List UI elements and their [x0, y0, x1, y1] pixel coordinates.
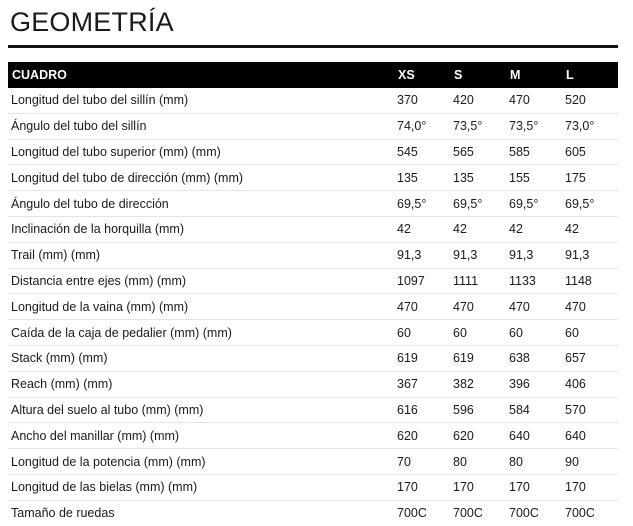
row-label: Ancho del manillar (mm) (mm) [8, 423, 394, 449]
table-body [8, 88, 618, 526]
row-value: 565 [450, 139, 506, 165]
row-value: 70 [394, 449, 450, 475]
row-label: Distancia entre ejes (mm) (mm) [8, 268, 394, 294]
row-label: Ángulo del tubo de dirección [8, 191, 394, 217]
table-header-row [8, 62, 618, 88]
row-value: 619 [450, 345, 506, 371]
row-label: Stack (mm) (mm) [8, 345, 394, 371]
row-value: 60 [506, 320, 562, 346]
row-value: 42 [506, 216, 562, 242]
table-row [8, 216, 618, 242]
row-value: 1133 [506, 268, 562, 294]
row-value: 700C [397, 506, 427, 521]
row-value: 60 [562, 320, 618, 346]
row-value: 470 [394, 294, 450, 320]
row-value: 420 [450, 88, 506, 113]
row-value: 91,3 [562, 242, 618, 268]
page-title: GEOMETRÍA [10, 7, 174, 37]
row-value: 1097 [394, 268, 450, 294]
row-value: 370 [394, 88, 450, 113]
row-value: 620 [394, 423, 450, 449]
row-label: Longitud de la vaina (mm) (mm) [8, 294, 394, 320]
row-value: 170 [450, 474, 506, 500]
table-row [8, 371, 618, 397]
row-value: 1111 [450, 268, 506, 294]
row-value: 638 [506, 345, 562, 371]
row-value: 90 [562, 449, 618, 475]
table-row [8, 345, 618, 371]
table-row [8, 320, 618, 346]
row-value: 170 [562, 474, 618, 500]
row-value: 42 [394, 216, 450, 242]
row-value: 73,5° [506, 113, 562, 139]
row-value: 657 [562, 345, 618, 371]
row-value: 73,5° [450, 113, 506, 139]
row-label: Reach (mm) (mm) [8, 371, 394, 397]
row-label: Longitud de la potencia (mm) (mm) [8, 449, 394, 475]
column-header-size-l: L [562, 62, 618, 88]
row-value: 69,5° [562, 191, 618, 217]
row-value: 545 [394, 139, 450, 165]
row-value: 700C [453, 506, 483, 521]
row-value: 80 [506, 449, 562, 475]
row-value: 74,0° [394, 113, 450, 139]
table-row [8, 449, 618, 475]
row-value: 155 [506, 165, 562, 191]
column-header-size-xs: XS [394, 62, 450, 88]
row-label: Longitud del tubo superior (mm) (mm) [8, 139, 394, 165]
column-header-size-m: M [506, 62, 562, 88]
row-label: Ángulo del tubo del sillín [8, 113, 394, 139]
row-value: 470 [506, 294, 562, 320]
row-value: 605 [562, 139, 618, 165]
row-value: 367 [394, 371, 450, 397]
row-value: 585 [506, 139, 562, 165]
row-value: 69,5° [450, 191, 506, 217]
row-value: 382 [450, 371, 506, 397]
row-value: 619 [394, 345, 450, 371]
table-row [8, 474, 618, 500]
row-value: 620 [450, 423, 506, 449]
column-header-frame: CUADRO [8, 62, 394, 88]
row-label: Longitud del tubo de dirección (mm) (mm) [8, 165, 394, 191]
row-value: 135 [394, 165, 450, 191]
table-row [8, 294, 618, 320]
row-label: Longitud de las bielas (mm) (mm) [8, 474, 394, 500]
row-value: 700C [509, 506, 539, 521]
row-value: 60 [394, 320, 450, 346]
row-value: 520 [562, 88, 618, 113]
row-label: Tamaño de ruedas [11, 506, 115, 521]
table-row [8, 242, 618, 268]
row-value: 170 [394, 474, 450, 500]
row-value: 406 [562, 371, 618, 397]
row-value: 640 [506, 423, 562, 449]
row-value: 175 [562, 165, 618, 191]
table-row [8, 500, 618, 525]
row-value: 42 [562, 216, 618, 242]
row-value: 470 [506, 88, 562, 113]
row-value: 596 [450, 397, 506, 423]
row-value: 91,3 [506, 242, 562, 268]
table-row [8, 88, 618, 113]
table-row [8, 191, 618, 217]
row-value: 616 [394, 397, 450, 423]
table-row [8, 165, 618, 191]
row-label: Inclinación de la horquilla (mm) [8, 216, 394, 242]
row-label: Caída de la caja de pedalier (mm) (mm) [8, 320, 394, 346]
table-row [8, 268, 618, 294]
geometry-table [8, 62, 618, 526]
title-divider [8, 45, 618, 48]
row-value: 91,3 [450, 242, 506, 268]
row-label: Trail (mm) (mm) [8, 242, 394, 268]
row-value: 700C [565, 506, 595, 521]
row-value: 170 [506, 474, 562, 500]
row-value: 470 [450, 294, 506, 320]
row-label: Altura del suelo al tubo (mm) (mm) [8, 397, 394, 423]
row-value: 69,5° [506, 191, 562, 217]
row-value: 91,3 [394, 242, 450, 268]
row-value: 584 [506, 397, 562, 423]
row-value: 570 [562, 397, 618, 423]
row-value: 640 [562, 423, 618, 449]
row-value: 73,0° [562, 113, 618, 139]
row-value: 80 [450, 449, 506, 475]
row-value: 42 [450, 216, 506, 242]
row-value: 69,5° [394, 191, 450, 217]
row-value: 1148 [562, 268, 618, 294]
row-value: 396 [506, 371, 562, 397]
row-label: Longitud del tubo del sillín (mm) [8, 88, 394, 113]
table-row [8, 423, 618, 449]
table-row [8, 113, 618, 139]
table-row [8, 139, 618, 165]
table-row [8, 397, 618, 423]
row-value: 470 [562, 294, 618, 320]
row-value: 135 [450, 165, 506, 191]
row-value: 60 [450, 320, 506, 346]
column-header-size-s: S [450, 62, 506, 88]
